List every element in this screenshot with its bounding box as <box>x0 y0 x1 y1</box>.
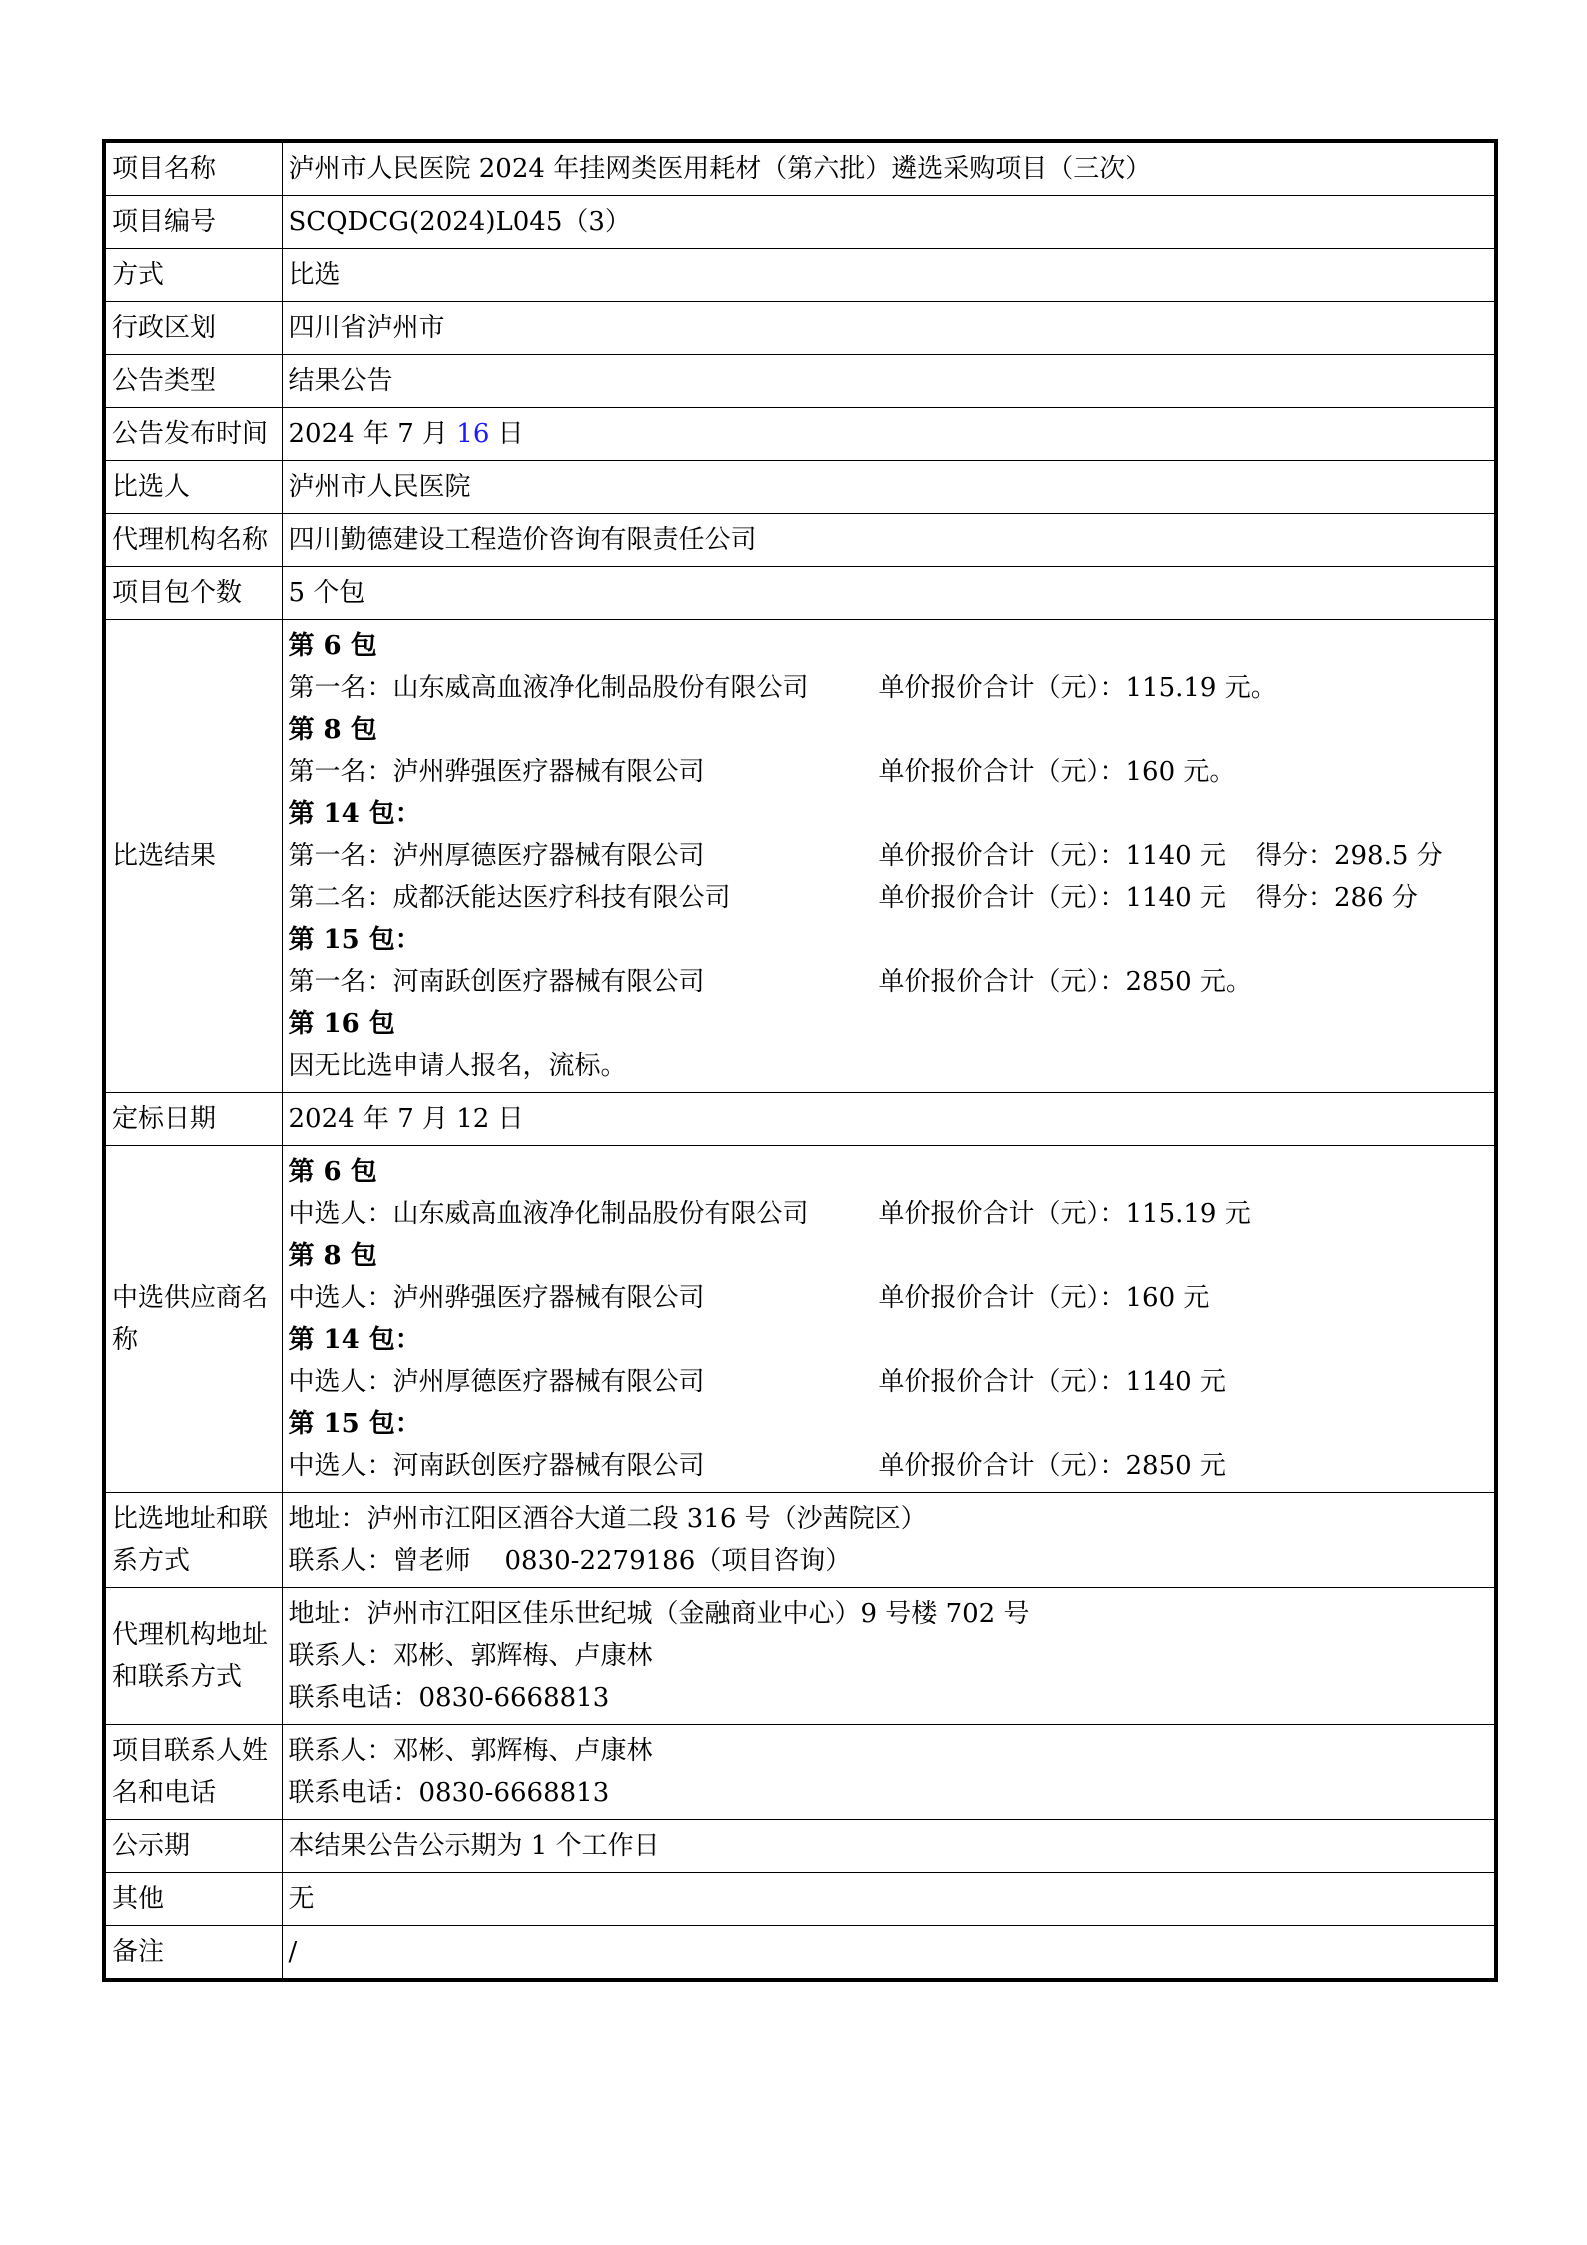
winner-name: 中选人：山东威高血液净化制品股份有限公司 <box>288 1199 809 1229</box>
label-award-date: 定标日期 <box>104 1093 282 1146</box>
agency-address: 地址：泸州市江阳区佳乐世纪城（金融商业中心）9 号楼 702 号 <box>288 1599 1030 1629</box>
result-line <box>289 835 1489 877</box>
row-project-contact <box>104 1725 1496 1820</box>
result-score: 得分：298.5 分 <box>1255 841 1443 871</box>
value-publish-time <box>282 408 1496 461</box>
purchaser-contact-name: 联系人：曾老师 <box>288 1546 471 1576</box>
value-method: 比选 <box>282 249 1496 302</box>
result-rank: 第一名：泸州骅强医疗器械有限公司 <box>288 757 705 787</box>
result-price: 单价报价合计（元）：1140 元 <box>878 841 1226 871</box>
purchaser-address: 地址：泸州市江阳区酒谷大道二段 316 号（沙茜院区） <box>288 1504 927 1534</box>
row-project-no <box>104 196 1496 249</box>
result-package-title: 第 6 包 <box>288 631 377 661</box>
winner-price: 单价报价合计（元）：115.19 元 <box>878 1199 1251 1229</box>
result-price: 单价报价合计（元）：1140 元 <box>878 883 1226 913</box>
notice-table <box>102 139 1498 1982</box>
row-project-name <box>104 141 1496 196</box>
row-award-date <box>104 1093 1496 1146</box>
value-remark: / <box>282 1926 1496 1981</box>
publish-time-suffix: 日 <box>489 419 524 449</box>
value-award-date: 2024 年 7 月 12 日 <box>282 1093 1496 1146</box>
project-contact-phone: 联系电话：0830-6668813 <box>288 1778 610 1808</box>
label-region: 行政区划 <box>104 302 282 355</box>
value-package-count: 5 个包 <box>282 567 1496 620</box>
row-publish-time <box>104 408 1496 461</box>
winner-line <box>289 1361 1489 1403</box>
winner-price: 单价报价合计（元）：160 元 <box>878 1283 1210 1313</box>
winner-package-title: 第 6 包 <box>288 1157 377 1187</box>
label-remark: 备注 <box>104 1926 282 1981</box>
result-line <box>289 667 1489 709</box>
result-package-title: 第 16 包 <box>288 1009 395 1039</box>
label-publish-time: 公告发布时间 <box>104 408 282 461</box>
value-other: 无 <box>282 1873 1496 1926</box>
label-notice-type: 公告类型 <box>104 355 282 408</box>
winner-package-title: 第 8 包 <box>288 1241 377 1271</box>
winner-package-title: 第 14 包： <box>288 1325 421 1355</box>
winner-price: 单价报价合计（元）：1140 元 <box>878 1367 1226 1397</box>
result-rank: 第一名：山东威高血液净化制品股份有限公司 <box>288 673 809 703</box>
value-purchaser-contact <box>282 1493 1496 1588</box>
label-purchaser-contact: 比选地址和联系方式 <box>104 1493 282 1588</box>
result-package-title: 第 8 包 <box>288 715 377 745</box>
row-agency-contact <box>104 1588 1496 1725</box>
row-purchaser-contact <box>104 1493 1496 1588</box>
value-results <box>282 620 1496 1093</box>
value-region: 四川省泸州市 <box>282 302 1496 355</box>
row-package-count <box>104 567 1496 620</box>
result-price: 单价报价合计（元）：2850 元。 <box>878 967 1252 997</box>
winner-line <box>289 1445 1489 1487</box>
value-project-no: SCQDCG(2024)L045（3） <box>282 196 1496 249</box>
label-publicity: 公示期 <box>104 1820 282 1873</box>
row-notice-type <box>104 355 1496 408</box>
purchaser-contact-phone: 0830-2279186（项目咨询） <box>504 1546 852 1576</box>
winner-name: 中选人：泸州厚德医疗器械有限公司 <box>288 1367 705 1397</box>
label-project-no: 项目编号 <box>104 196 282 249</box>
result-line <box>289 961 1489 1003</box>
winner-line <box>289 1277 1489 1319</box>
winner-package-title: 第 15 包： <box>288 1409 421 1439</box>
row-method <box>104 249 1496 302</box>
agency-contact-name: 联系人：邓彬、郭辉梅、卢康林 <box>288 1641 653 1671</box>
value-project-name: 泸州市人民医院 2024 年挂网类医用耗材（第六批）遴选采购项目（三次） <box>282 141 1496 196</box>
row-agency <box>104 514 1496 567</box>
result-note: 因无比选申请人报名，流标。 <box>288 1051 627 1081</box>
result-price: 单价报价合计（元）：160 元。 <box>878 757 1236 787</box>
result-score: 得分：286 分 <box>1255 883 1418 913</box>
row-other <box>104 1873 1496 1926</box>
value-purchaser: 泸州市人民医院 <box>282 461 1496 514</box>
project-contact-name: 联系人：邓彬、郭辉梅、卢康林 <box>288 1736 653 1766</box>
winner-line <box>289 1193 1489 1235</box>
value-agency-contact <box>282 1588 1496 1725</box>
row-region <box>104 302 1496 355</box>
publish-time-day: 16 <box>456 419 490 449</box>
winner-price: 单价报价合计（元）：2850 元 <box>878 1451 1226 1481</box>
label-method: 方式 <box>104 249 282 302</box>
label-project-name: 项目名称 <box>104 141 282 196</box>
publish-time-prefix: 2024 年 7 月 <box>288 419 457 449</box>
result-package-title: 第 15 包： <box>288 925 421 955</box>
result-line <box>289 877 1489 919</box>
result-price: 单价报价合计（元）：115.19 元。 <box>878 673 1277 703</box>
agency-contact-phone: 联系电话：0830-6668813 <box>288 1683 610 1713</box>
purchaser-contact-line <box>289 1540 1489 1582</box>
label-other: 其他 <box>104 1873 282 1926</box>
value-publicity: 本结果公告公示期为 1 个工作日 <box>282 1820 1496 1873</box>
value-agency: 四川勤德建设工程造价咨询有限责任公司 <box>282 514 1496 567</box>
label-agency: 代理机构名称 <box>104 514 282 567</box>
label-winners: 中选供应商名称 <box>104 1146 282 1493</box>
result-rank: 第一名：河南跃创医疗器械有限公司 <box>288 967 705 997</box>
result-rank: 第二名：成都沃能达医疗科技有限公司 <box>288 883 731 913</box>
result-package-title: 第 14 包： <box>288 799 421 829</box>
row-purchaser <box>104 461 1496 514</box>
value-notice-type: 结果公告 <box>282 355 1496 408</box>
row-winners <box>104 1146 1496 1493</box>
label-results: 比选结果 <box>104 620 282 1093</box>
value-winners <box>282 1146 1496 1493</box>
winner-name: 中选人：河南跃创医疗器械有限公司 <box>288 1451 705 1481</box>
label-agency-contact: 代理机构地址和联系方式 <box>104 1588 282 1725</box>
row-publicity <box>104 1820 1496 1873</box>
row-remark <box>104 1926 1496 1981</box>
label-project-contact: 项目联系人姓名和电话 <box>104 1725 282 1820</box>
row-results <box>104 620 1496 1093</box>
result-rank: 第一名：泸州厚德医疗器械有限公司 <box>288 841 705 871</box>
label-purchaser: 比选人 <box>104 461 282 514</box>
winner-name: 中选人：泸州骅强医疗器械有限公司 <box>288 1283 705 1313</box>
label-package-count: 项目包个数 <box>104 567 282 620</box>
result-line <box>289 751 1489 793</box>
value-project-contact <box>282 1725 1496 1820</box>
